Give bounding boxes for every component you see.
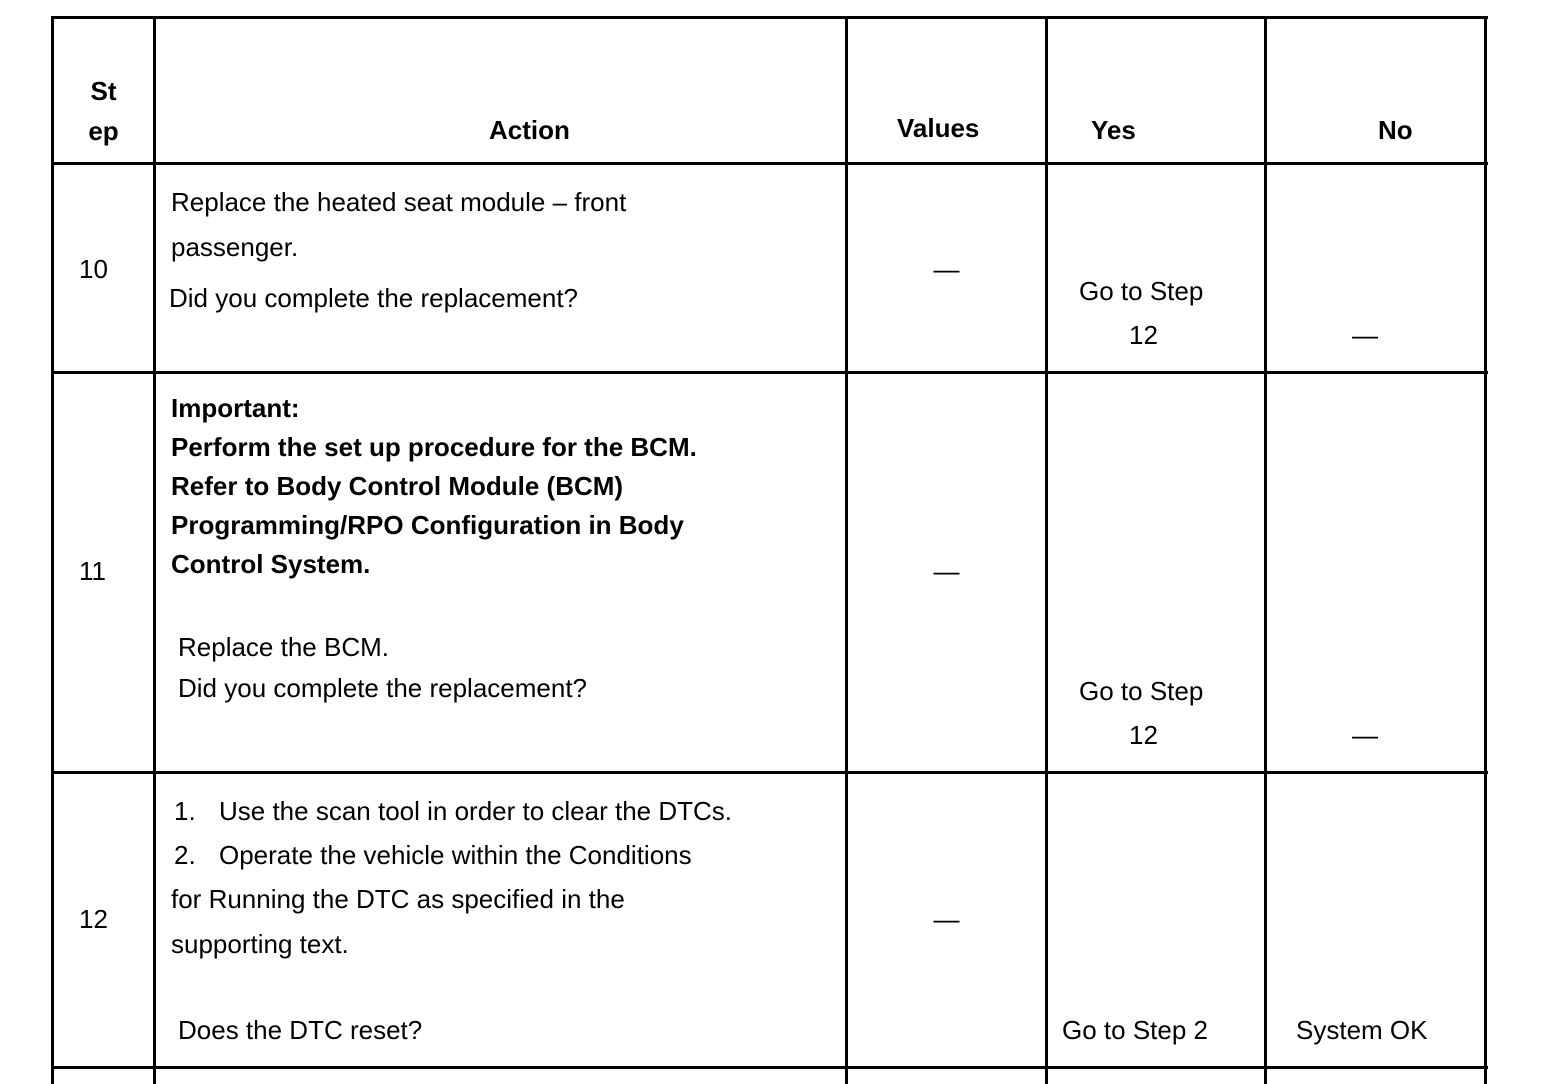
yes-action: Go to Step (1079, 276, 1204, 306)
column-divider (1484, 16, 1487, 1084)
header-step-line2: ep (88, 116, 119, 146)
header-no: No (1378, 115, 1413, 145)
column-divider (153, 16, 156, 1084)
list-item-number: 2. (174, 840, 196, 870)
row-divider (52, 16, 1488, 19)
action-text: Replace the heated seat module – front (171, 187, 627, 217)
value-dash: — (933, 254, 960, 284)
no-action: System OK (1296, 1015, 1428, 1045)
step-number: 11 (79, 556, 106, 586)
action-question: Did you complete the replacement? (169, 283, 579, 313)
header-action: Action (489, 115, 570, 145)
important-text: Control System. (171, 549, 371, 579)
header-yes: Yes (1091, 115, 1136, 145)
important-text: Refer to Body Control Module (BCM) (171, 471, 624, 501)
action-question: Did you complete the replacement? (178, 673, 588, 703)
row-divider (52, 771, 1488, 774)
yes-step-number: 12 (1129, 720, 1158, 750)
step-number: 12 (79, 904, 108, 934)
yes-action: Go to Step (1079, 676, 1204, 706)
yes-step-number: 12 (1129, 320, 1158, 350)
header-values: Values (897, 113, 980, 143)
step-number: 10 (79, 254, 108, 284)
column-divider (1264, 16, 1267, 1084)
action-text: passenger. (171, 232, 299, 262)
list-item-text: Use the scan tool in order to clear the DTCs. (219, 796, 733, 826)
no-dash: — (1352, 720, 1378, 750)
action-text: Replace the BCM. (178, 632, 389, 662)
list-item-continuation: supporting text. (171, 929, 349, 959)
row-divider (52, 162, 1488, 165)
list-item-text: Operate the vehicle within the Conditions (219, 840, 692, 870)
list-item-number: 1. (174, 796, 196, 826)
column-divider (51, 16, 54, 1084)
header-step-line1: St (90, 76, 117, 106)
value-dash: — (933, 556, 960, 586)
row-divider (52, 1066, 1488, 1069)
important-text: Programming/RPO Configuration in Body (171, 510, 684, 540)
list-item-continuation: for Running the DTC as specified in the (171, 884, 625, 914)
column-divider (1045, 16, 1048, 1084)
row-divider (52, 371, 1488, 374)
important-label: Important: (171, 393, 300, 423)
action-question: Does the DTC reset? (178, 1015, 423, 1045)
no-dash: — (1352, 320, 1378, 350)
value-dash: — (933, 904, 960, 934)
important-text: Perform the set up procedure for the BCM. (171, 432, 697, 462)
yes-action: Go to Step 2 (1062, 1015, 1208, 1045)
